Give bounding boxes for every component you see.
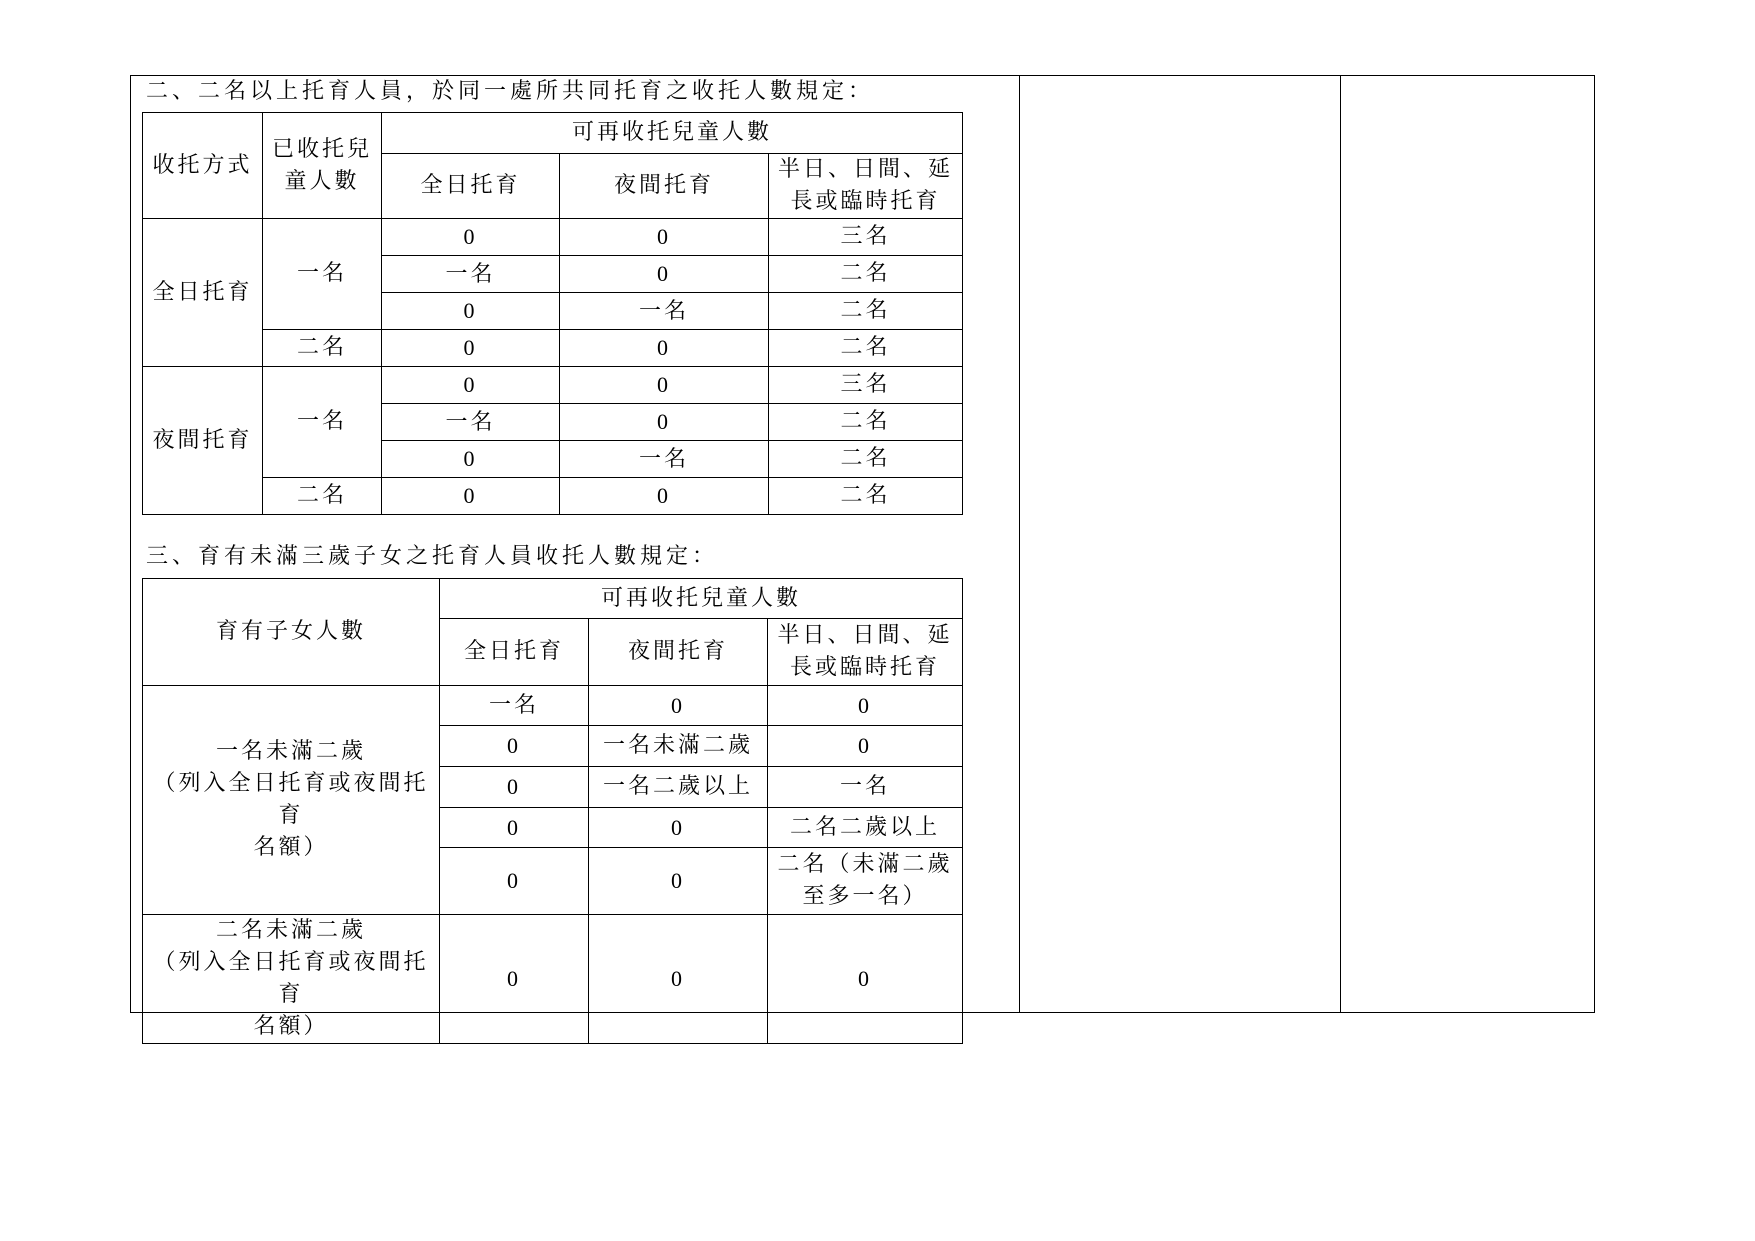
cell-night: 0 <box>560 367 769 404</box>
header-method: 收托方式 <box>143 113 263 219</box>
cell-halfday: 二名（未滿二歲至多一名） <box>768 848 963 915</box>
cell-fullday: 0 <box>440 726 589 767</box>
cell-night: 0 <box>560 404 769 441</box>
cell-night: 0 <box>560 330 769 367</box>
cell-halfday: 二名二歲以上 <box>768 808 963 848</box>
cell-halfday: 0 <box>768 915 963 1044</box>
cell-fullday: 0 <box>382 441 560 478</box>
cell-night: 一名 <box>560 293 769 330</box>
cell-halfday: 三名 <box>769 367 963 404</box>
section2-table <box>142 112 963 515</box>
section3-title: 三、育有未滿三歲子女之托育人員收托人數規定： <box>146 544 719 569</box>
cell-night: 0 <box>589 686 768 726</box>
cell-fullday: 0 <box>440 808 589 848</box>
cell-night: 0 <box>589 808 768 848</box>
existing-cell: 二名 <box>263 330 382 367</box>
cell-halfday: 0 <box>768 726 963 767</box>
cell-halfday: 三名 <box>769 219 963 256</box>
cell-halfday: 二名 <box>769 256 963 293</box>
cell-fullday: 0 <box>440 848 589 915</box>
cell-halfday: 0 <box>768 686 963 726</box>
cell-fullday: 0 <box>382 478 560 515</box>
cell-night: 0 <box>589 848 768 915</box>
group-label-line: 二名未滿二歲 <box>215 918 366 943</box>
cell-night: 0 <box>560 478 769 515</box>
column-divider-1 <box>1019 75 1020 1013</box>
cell-halfday: 二名 <box>769 293 963 330</box>
group-label-line: 一名未滿二歲 <box>215 739 366 764</box>
cell-fullday: 一名 <box>382 256 560 293</box>
cell-fullday: 0 <box>382 367 560 404</box>
cell-fullday: 0 <box>382 219 560 256</box>
header-fullday: 全日托育 <box>440 619 589 686</box>
cell-fullday: 0 <box>382 293 560 330</box>
header-children: 育有子女人數 <box>143 579 440 686</box>
cell-halfday: 二名 <box>769 441 963 478</box>
cell-night: 一名二歲以上 <box>589 767 768 808</box>
cell-halfday: 一名 <box>768 767 963 808</box>
cell-halfday: 二名 <box>769 330 963 367</box>
method-cell: 全日托育 <box>143 219 263 367</box>
group-label-line: （列入全日托育或夜間托育 <box>153 771 429 828</box>
header-fullday: 全日托育 <box>382 154 560 219</box>
header-halfday: 半日、日間、延長或臨時托育 <box>768 619 963 686</box>
existing-cell: 一名 <box>263 367 382 478</box>
cell-fullday: 0 <box>440 915 589 1044</box>
cell-halfday: 二名 <box>769 478 963 515</box>
cell-fullday: 0 <box>440 767 589 808</box>
section3-table <box>142 578 963 1044</box>
header-additional: 可再收托兒童人數 <box>382 113 963 154</box>
column-divider-2 <box>1340 75 1341 1013</box>
cell-fullday: 一名 <box>382 404 560 441</box>
cell-night: 一名未滿二歲 <box>589 726 768 767</box>
cell-fullday: 0 <box>382 330 560 367</box>
cell-night: 0 <box>589 915 768 1044</box>
group-label-line: 名額） <box>253 1014 329 1039</box>
cell-night: 0 <box>560 256 769 293</box>
children-group-2 <box>143 915 440 1044</box>
section2-title: 二、二名以上托育人員，於同一處所共同托育之收托人數規定： <box>146 79 875 104</box>
header-night: 夜間托育 <box>560 154 769 219</box>
cell-fullday: 一名 <box>440 686 589 726</box>
header-existing: 已收托兒童人數 <box>263 113 382 219</box>
header-additional: 可再收托兒童人數 <box>440 579 963 619</box>
existing-cell: 一名 <box>263 219 382 330</box>
cell-halfday: 二名 <box>769 404 963 441</box>
cell-night: 0 <box>560 219 769 256</box>
children-group-1 <box>143 686 440 915</box>
method-cell: 夜間托育 <box>143 367 263 515</box>
existing-cell: 二名 <box>263 478 382 515</box>
cell-night: 一名 <box>560 441 769 478</box>
header-halfday: 半日、日間、延長或臨時托育 <box>769 154 963 219</box>
group-label-line: 名額） <box>253 835 329 860</box>
header-night: 夜間托育 <box>589 619 768 686</box>
group-label-line: （列入全日托育或夜間托育 <box>153 950 429 1007</box>
